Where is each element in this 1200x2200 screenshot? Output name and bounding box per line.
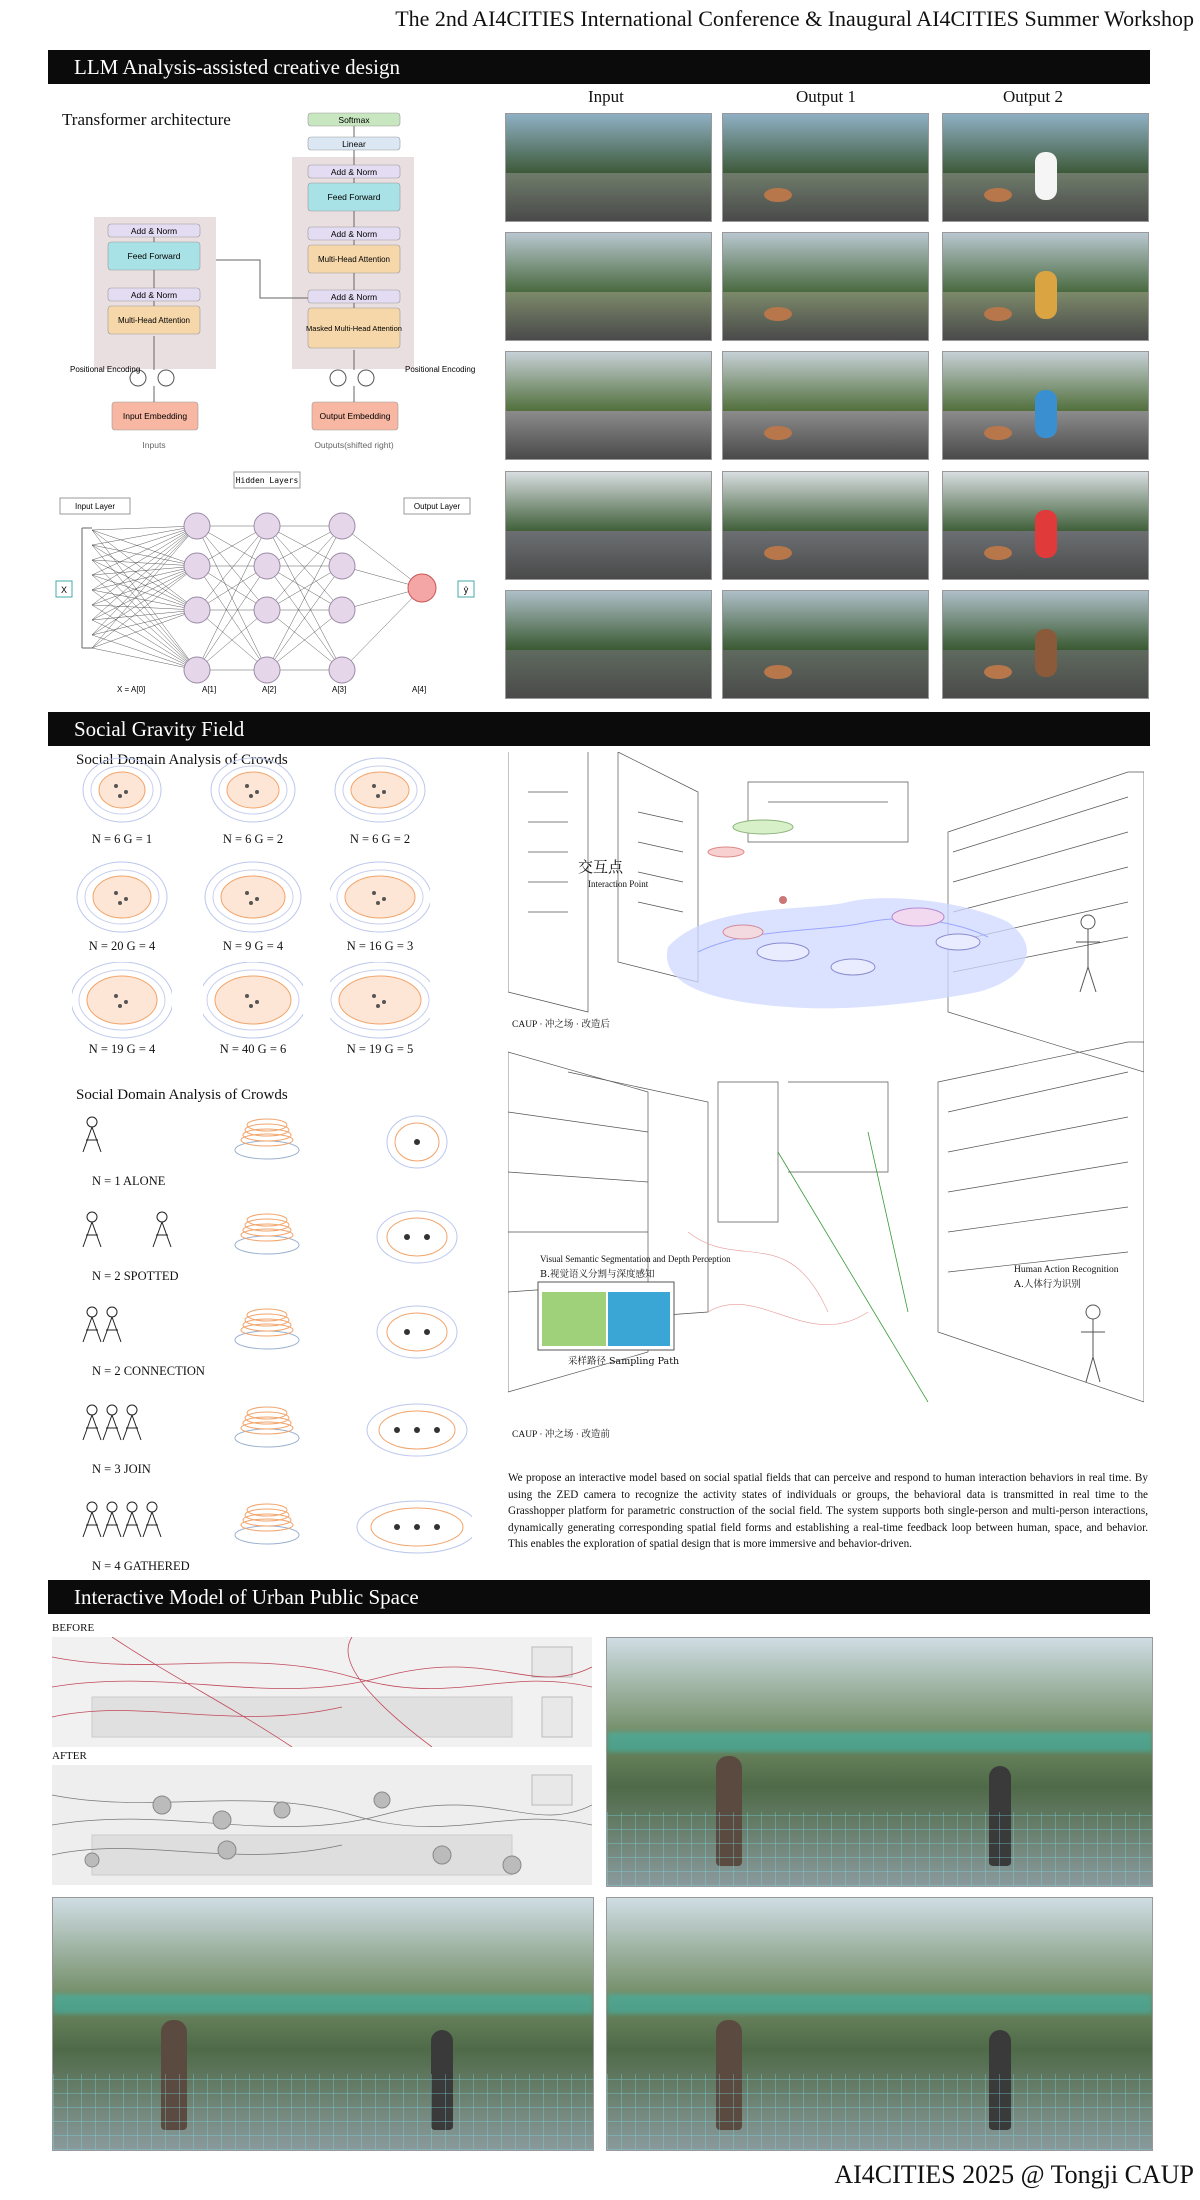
svg-text:Human Action Recognition: Human Action Recognition	[1014, 1265, 1119, 1275]
generated-image-r1-c1	[505, 113, 712, 222]
generated-image-r5-c3	[942, 590, 1149, 699]
social-domain-title-2: Social Domain Analysis of Crowds	[76, 1087, 288, 1103]
svg-text:Add & Norm: Add & Norm	[130, 226, 178, 236]
svg-text:Inputs: Inputs	[142, 440, 166, 450]
section-header-gravity: Social Gravity Field	[48, 712, 1150, 746]
svg-text:Outputs(shifted right): Outputs(shifted right)	[314, 440, 394, 450]
svg-text:X: X	[60, 585, 68, 595]
svg-text:X = A[0]: X = A[0]	[117, 685, 146, 694]
generated-image-r1-c2	[722, 113, 929, 222]
generated-image-r2-c3	[942, 232, 1149, 341]
svg-text:Masked Multi-Head Attention: Masked Multi-Head Attention	[306, 324, 402, 333]
gravity-field-label: N = 6 G = 1	[91, 832, 153, 846]
svg-text:A.人体行为识别: A.人体行为识别	[1014, 1279, 1081, 1290]
transformer-title: Transformer architecture	[62, 110, 231, 129]
nn-node	[184, 513, 210, 539]
plan-after-label: AFTER	[52, 1750, 87, 1762]
nn-node	[254, 657, 280, 683]
svg-text:B.视觉语义分割与深度感知: B.视觉语义分割与深度感知	[540, 1269, 655, 1280]
crowd-row-label: N = 3 JOIN	[92, 1462, 151, 1476]
svg-text:A[3]: A[3]	[332, 685, 347, 694]
svg-text:交互点: 交互点	[578, 858, 624, 876]
plan-before	[52, 1637, 592, 1747]
conference-title: The 2nd AI4CITIES International Conference & Inaugural AI4CITIES Summer Workshop	[395, 6, 1194, 31]
section-header-llm: LLM Analysis-assisted creative design	[48, 50, 1150, 84]
gravity-field-cell	[203, 859, 303, 959]
nn-node	[254, 553, 280, 579]
generated-image-r5-c1	[505, 590, 712, 699]
column-output-2: Output 2	[1003, 87, 1063, 106]
gravity-field-cell	[72, 752, 172, 852]
nn-node	[254, 597, 280, 623]
svg-text:Softmax: Softmax	[338, 115, 370, 125]
vr-photo-plaza	[606, 1637, 1153, 1887]
description-paragraph: We propose an interactive model based on social spatial fields that can perceive and respond to human interaction behaviors in real time. By using the ZED camera to recognize the activity states of individuals or groups, the behavioral data is transmitted in real time to the Grasshopper platform for parametric construction of the social field. The system supports both single-person and multi-person interactions, dynamically generating corresponding spatial field forms and establishing a real-time feedback loop between human, space, and behavior. This enables the exploration of spatial design that is more immersive and behavior-driven.	[508, 1472, 1148, 1550]
vr-photo-park	[52, 1897, 594, 2151]
crowd-row-label: N = 2 CONNECTION	[92, 1364, 205, 1378]
generated-image-r2-c2	[722, 232, 929, 341]
gravity-field-label: N = 9 G = 4	[222, 939, 284, 953]
generated-image-r1-c3	[942, 113, 1149, 222]
generated-image-r3-c2	[722, 351, 929, 460]
gravity-field-cell	[72, 962, 172, 1062]
gravity-field-cell	[330, 752, 430, 852]
generated-image-r5-c2	[722, 590, 929, 699]
nn-node	[329, 597, 355, 623]
svg-text:Add & Norm: Add & Norm	[330, 229, 378, 239]
transformer-diagram	[60, 110, 490, 470]
svg-text:A[2]: A[2]	[262, 685, 277, 694]
svg-text:Interaction Point: Interaction Point	[588, 879, 649, 889]
svg-text:Hidden Layers: Hidden Layers	[235, 476, 299, 485]
nn-node	[329, 657, 355, 683]
svg-text:Multi-Head Attention: Multi-Head Attention	[117, 316, 191, 325]
nn-node	[329, 553, 355, 579]
generated-image-r2-c1	[505, 232, 712, 341]
gravity-field-label: N = 6 G = 2	[349, 832, 411, 846]
svg-text:Feed Forward: Feed Forward	[127, 251, 181, 261]
svg-text:采样路径 Sampling Path: 采样路径 Sampling Path	[568, 1356, 680, 1367]
nn-node	[184, 657, 210, 683]
section-header-interactive: Interactive Model of Urban Public Space	[48, 1580, 1150, 1614]
svg-text:Multi-Head Attention: Multi-Head Attention	[317, 255, 391, 264]
svg-text:Positional Encoding: Positional Encoding	[70, 365, 141, 374]
svg-text:A[4]: A[4]	[412, 685, 427, 694]
svg-text:Linear: Linear	[342, 139, 366, 149]
svg-text:ŷ: ŷ	[463, 585, 469, 595]
vr-photo-courtyard	[606, 1897, 1153, 2151]
column-output-1: Output 1	[796, 87, 856, 106]
svg-text:Feed Forward: Feed Forward	[327, 192, 381, 202]
crowd-row-label: N = 2 SPOTTED	[92, 1269, 179, 1283]
social-domain-title-1: Social Domain Analysis of Crowds	[76, 752, 288, 768]
gravity-field-cell	[330, 859, 430, 959]
gravity-field-label: N = 16 G = 3	[346, 939, 414, 953]
gravity-field-label: N = 19 G = 4	[88, 1042, 156, 1056]
generated-image-r4-c1	[505, 471, 712, 580]
crowd-row	[72, 1398, 472, 1488]
svg-text:Output Embedding: Output Embedding	[319, 411, 391, 421]
crowd-row	[72, 1495, 472, 1585]
svg-text:A[1]: A[1]	[202, 685, 217, 694]
crowd-row	[72, 1300, 472, 1390]
gravity-field-label: N = 40 G = 6	[219, 1042, 287, 1056]
crowd-row	[72, 1110, 472, 1200]
svg-text:Positional Encoding: Positional Encoding	[405, 365, 476, 374]
crowd-row-label: N = 1 ALONE	[92, 1174, 166, 1188]
nn-node	[184, 553, 210, 579]
neural-network-diagram	[52, 470, 492, 702]
nn-node	[184, 597, 210, 623]
svg-text:Input Layer: Input Layer	[74, 502, 116, 511]
generated-image-r3-c3	[942, 351, 1149, 460]
svg-text:Output Layer: Output Layer	[413, 502, 461, 511]
svg-text:Input Embedding: Input Embedding	[122, 411, 188, 421]
gravity-field-cell	[203, 752, 303, 852]
gravity-field-cell	[72, 859, 172, 959]
social-field-scene-drawings	[508, 752, 1144, 1444]
plan-before-label: BEFORE	[52, 1622, 95, 1634]
svg-text:CAUP · 冲之场 · 改造前: CAUP · 冲之场 · 改造前	[512, 1430, 610, 1440]
crowd-row-label: N = 4 GATHERED	[92, 1559, 190, 1573]
generated-image-r3-c1	[505, 351, 712, 460]
svg-text:Add & Norm: Add & Norm	[130, 290, 178, 300]
svg-text:CAUP · 冲之场 · 改造后: CAUP · 冲之场 · 改造后	[512, 1020, 610, 1030]
gravity-field-label: N = 20 G = 4	[88, 939, 156, 953]
nn-node	[254, 513, 280, 539]
gravity-field-cell	[330, 962, 430, 1062]
svg-text:Add & Norm: Add & Norm	[330, 167, 378, 177]
plan-after	[52, 1765, 592, 1885]
nn-node	[329, 513, 355, 539]
gravity-field-cell	[203, 962, 303, 1062]
svg-text:Add & Norm: Add & Norm	[330, 292, 378, 302]
gravity-field-label: N = 19 G = 5	[346, 1042, 414, 1056]
svg-text:Visual Semantic Segmentation a: Visual Semantic Segmentation and Depth Perception	[540, 1254, 731, 1264]
footer-credit: AI4CITIES 2025 @ Tongji CAUP	[834, 2160, 1194, 2189]
gravity-field-label: N = 6 G = 2	[222, 832, 284, 846]
column-input: Input	[588, 87, 624, 106]
generated-image-r4-c3	[942, 471, 1149, 580]
generated-image-r4-c2	[722, 471, 929, 580]
crowd-row	[72, 1205, 472, 1295]
